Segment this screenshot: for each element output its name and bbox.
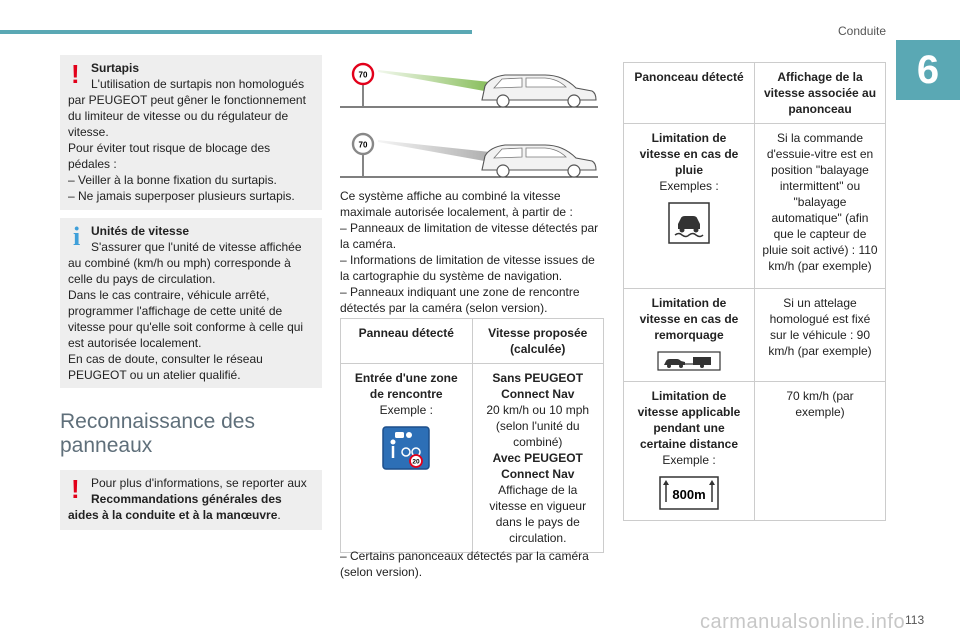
chapter-tab: 6: [896, 40, 960, 100]
table-cell: [755, 124, 886, 289]
body-line: la cartographie du système de navigation.: [340, 269, 563, 283]
cell-text: 70 km/h (par exemple): [786, 389, 854, 419]
panel-signs-table: [623, 62, 886, 521]
body-line: – Panneaux de limitation de vitesse détectés par: [340, 221, 599, 235]
cell-title: Limitation de vitesse applicable pendant une certaine distance: [637, 389, 741, 451]
warning-carpet-line: pédales :: [68, 157, 117, 171]
footnote: [340, 548, 608, 580]
body-line: maximale autorisée localement, à partir de :: [340, 205, 573, 219]
warning-more-box: [60, 470, 322, 530]
warning-more-period: .: [277, 508, 281, 522]
warning-more-line: [68, 507, 281, 523]
warning-carpet-line: Pour éviter tout risque de blocage des: [68, 141, 271, 155]
table-cell: [624, 289, 755, 382]
table-row: [624, 382, 886, 521]
warning-carpet-line: vitesse.: [68, 125, 109, 139]
warning-more-link-text: aides à la conduite et à la manœuvre: [68, 508, 278, 522]
info-units-line: Dans le cas contraire, véhicule arrêté,: [68, 288, 270, 302]
info-icon: i: [73, 222, 81, 251]
info-units-line: vitesse pour qu'elle soit conforme à celle qui: [68, 320, 304, 334]
warning-carpet-line: par PEUGEOT peut gêner le fonctionnement: [68, 93, 306, 107]
warning-more-line: Recommandations générales des: [91, 492, 282, 506]
warning-carpet-title: Surtapis: [91, 61, 140, 75]
cell-title: Entrée d'une zone de rencontre: [354, 371, 458, 401]
cell-text: Si un attelage homologué est fixé sur le véhicule : 90 km/h (par exemple): [768, 296, 872, 358]
info-units-line: est autorisée localement.: [68, 336, 202, 350]
info-units-box: [60, 218, 322, 388]
body-line: Ce système affiche au combiné la vitesse: [340, 189, 561, 203]
table-header: Vitesse proposée (calculée): [472, 319, 604, 364]
detected-signs-table: [340, 318, 604, 553]
warning-more-line: Pour plus d'informations, se reporter aux: [91, 476, 307, 490]
warning-carpet-line: du limiteur de vitesse ou du régulateur de: [68, 109, 289, 123]
table-row: [341, 364, 604, 553]
table-cell: [755, 289, 886, 382]
cell-title: Limitation de vitesse en cas de remorquage: [639, 296, 739, 342]
info-units-line: au combiné (km/h ou mph) corresponde à: [68, 256, 291, 270]
table-cell: [624, 124, 755, 289]
table-cell: [341, 364, 473, 553]
footnote-line: – Certains panonceaux détectés par la caméra: [340, 549, 589, 563]
info-units-line: celle du pays de circulation.: [68, 272, 216, 286]
warning-icon: !: [71, 59, 80, 89]
warning-icon: !: [71, 474, 80, 504]
table-cell: [755, 382, 886, 521]
rain-panel-icon: [668, 202, 710, 244]
warning-carpet-line: L'utilisation de surtapis non homologués: [91, 77, 305, 91]
page-number: 113: [905, 613, 925, 627]
table-row: [624, 124, 886, 289]
header-bar: [0, 30, 472, 34]
cell-text: 20 km/h ou 10 mph (selon l'unité du combiné): [486, 403, 590, 449]
cell-title: Avec PEUGEOT Connect Nav: [492, 451, 583, 481]
camera-detection-illustration: [340, 60, 598, 110]
table-header: Panneau détecté: [341, 319, 473, 364]
section-title: Conduite: [838, 24, 887, 38]
info-units-line: S'assurer que l'unité de vitesse affichée: [91, 240, 302, 254]
info-units-title: Unités de vitesse: [91, 224, 190, 238]
cell-title: Limitation de vitesse en cas de pluie: [639, 131, 739, 177]
towing-panel-icon: [657, 351, 721, 371]
zone-sign-number: 20: [412, 458, 420, 466]
table-header: Panonceau détecté: [624, 63, 755, 124]
section-heading-line: panneaux: [60, 434, 153, 457]
meeting-zone-sign-icon: [382, 426, 430, 470]
speed-sign-value: 70: [358, 70, 368, 80]
cell-example-label: Exemple :: [379, 403, 433, 417]
info-units-line: PEUGEOT ou un atelier qualifié.: [68, 368, 241, 382]
warning-carpet-line: – Veiller à la bonne fixation du surtapis.: [68, 173, 277, 187]
section-heading-line: Reconnaissance des: [60, 410, 255, 433]
body-line: détectés par la caméra (selon version).: [340, 301, 548, 315]
cell-title: Sans PEUGEOT Connect Nav: [492, 371, 584, 401]
body-line: la caméra.: [340, 237, 397, 251]
navigation-speed-illustration: [340, 130, 598, 180]
cell-example-label: Exemples :: [659, 179, 719, 193]
body-line: – Informations de limitation de vitesse issues de: [340, 253, 595, 267]
cell-text: Affichage de la vitesse en vigueur dans le pays de circulation.: [489, 483, 587, 545]
section-heading: [60, 410, 255, 458]
info-units-line: En cas de doute, consulter le réseau: [68, 352, 263, 366]
info-units-line: programmer l'affichage de cette unité de: [68, 304, 283, 318]
body-line: – Panneaux indiquant une zone de rencontre: [340, 285, 580, 299]
cell-text: Si la commande d'essuie-vitre est en position "balayage intermittent" ou "balayage automatique" (afin que le capteur de pluie soit activé) : 110 km/h (par exemple): [762, 131, 878, 273]
table-row: [624, 289, 886, 382]
speed-sign-value: 70: [358, 140, 368, 150]
cell-example-label: Exemple :: [662, 453, 716, 467]
footnote-line: (selon version).: [340, 565, 423, 579]
watermark: carmanualsonline.info: [700, 611, 906, 633]
table-cell: [624, 382, 755, 521]
warning-carpet-line: – Ne jamais superposer plusieurs surtapis.: [68, 189, 295, 203]
table-cell: [472, 364, 604, 553]
distance-panel-icon: [659, 476, 719, 510]
table-header: Affichage de la vitesse associée au panonceau: [755, 63, 886, 124]
warning-carpet-box: [60, 55, 322, 210]
body-text: [340, 188, 608, 316]
distance-sign-value: 800m: [672, 487, 706, 502]
